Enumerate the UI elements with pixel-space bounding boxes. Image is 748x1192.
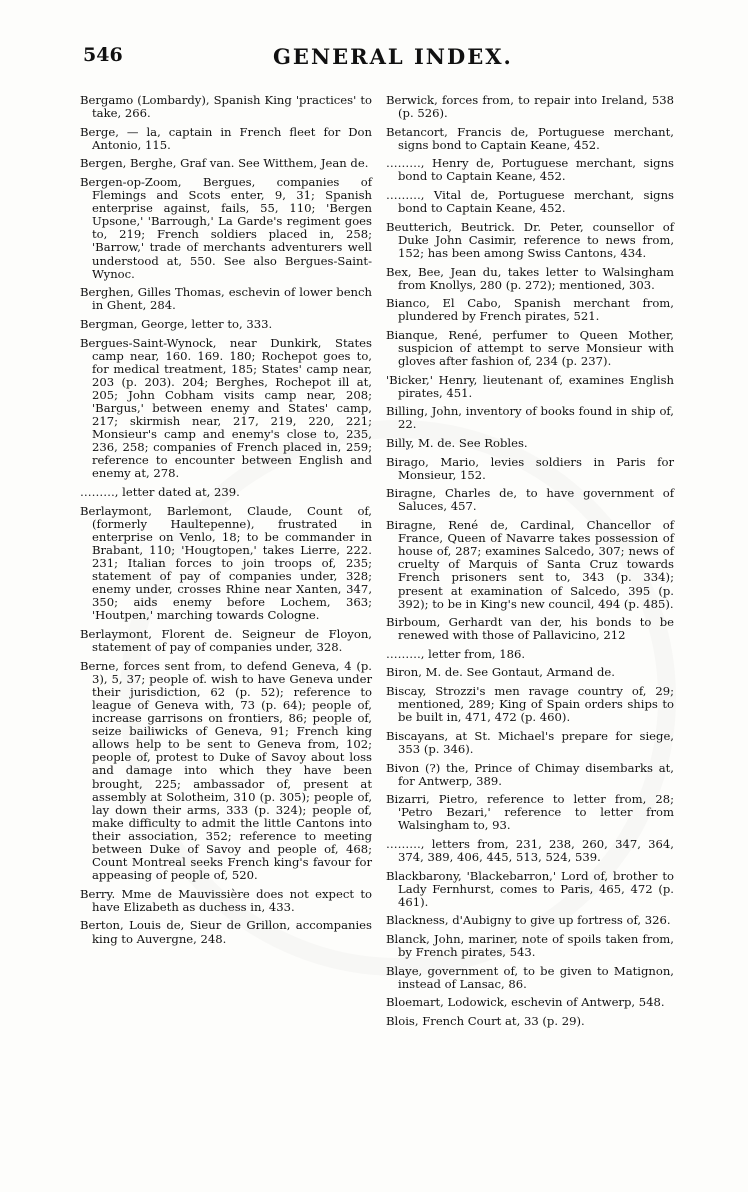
index-entry: Berton, Louis de, Sieur de Grillon, accompanies king to Auvergne, 248. [80, 918, 372, 946]
index-entry: Biragne, Charles de, to have government of Saluces, 457. [386, 486, 674, 514]
index-entry: Bianque, René, perfumer to Queen Mother, suspicion of attempt to serve Monsieur with gloves after fashion of, 234 (p. 237). [386, 327, 674, 369]
index-entry: Berry. Mme de Mauvissière does not expect to have Elizabeth as duchess in, 433. [80, 886, 372, 914]
index-entry: Berne, forces sent from, to defend Geneva, 4 (p. 3), 5, 37; people of. wish to have Geneva under their jurisdiction, 62 (p. 52); reference to league of Geneva with, 73 (p. 64); people of, increase garrisons on frontiers, 86; people of, seize bailiwicks of Geneva, 91; French king allows help to be sent to Geneva from, 102; people of, protest to Duke of Savoy about loss and damage into which they have been brought, 225; ambassador of, present at assembly at Solotheim, 310 (p. 305); people of, lay down their arms, 333 (p. 324); people of, make difficulty to admit the little Cantons into their association, 352; reference to meeting between Duke of Savoy and people of, 468; Count Montreal seeks French king's favour for appeasing of people of, 520. [80, 658, 372, 883]
index-entry: Bex, Bee, Jean du, takes letter to Walsingham from Knollys, 280 (p. 272); mentioned, 303. [386, 264, 674, 292]
index-entry: ………, letter from, 186. [386, 646, 526, 661]
index-entry: Biragne, René de, Cardinal, Chancellor of France, Queen of Navarre takes possession of house of, 287; examines Salcedo, 307; news of cruelty of Marquis of Santa Cruz towards French prisoners sent to, 343 (p. 334); present at examination of Salcedo, 395 (p. 392); to be in King's new council, 494 (p. 485). [386, 518, 674, 611]
index-entry: Billy, M. de. See Robles. [386, 436, 528, 451]
index-entry: Biron, M. de. See Gontaut, Armand de. [386, 665, 615, 680]
index-entry: ………, Henry de, Portuguese merchant, signs bond to Captain Keane, 452. [386, 156, 674, 184]
page-title: GENERAL INDEX. [273, 44, 513, 69]
index-entry: Berlaymont, Florent de. Seigneur de Floyon, statement of pay of companies under, 328. [80, 626, 372, 655]
index-entry: Bergman, George, letter to, 333. [80, 316, 273, 331]
right-column [386, 94, 674, 1034]
index-entry: Blackbarony, 'Blackebarron,' Lord of, brother to Lady Fernhurst, comes to Paris, 465, 472 (p. 461). [386, 868, 674, 909]
index-entry: ………, letters from, 231, 238, 260, 347, 364, 374, 389, 406, 445, 513, 524, 539. [386, 837, 674, 865]
index-entry: Beutterich, Beutrick. Dr. Peter, counsellor of Duke John Casimir, reference to news from, 152; has been among Swiss Cantons, 434. [386, 219, 674, 260]
index-entry: Berghen, Gilles Thomas, eschevin of lower bench in Ghent, 284. [80, 285, 372, 313]
index-entry: Blanck, John, mariner, note of spoils taken from, by French pirates, 543. [386, 932, 674, 960]
index-entry: Blaye, government of, to be given to Matignon, instead of Lansac, 86. [386, 963, 674, 991]
index-entry: Bivon (?) the, Prince of Chimay disembarks at, for Antwerp, 389. [386, 760, 674, 788]
index-entry: Bergues-Saint-Wynock, near Dunkirk, States camp near, 160. 169. 180; Rochepot goes to, for medical treatment, 185; States' camp near, 203 (p. 203). 204; Berghes, Rochepot ill at, 205; John Cobham visits camp near, 208; 'Bargus,' between enemy and States' camp, 217; skirmish near, 217, 219, 220, 221; Monsieur's camp and enemy's close to, 235, 236, 258; companies of French placed in, 259; reference to encounter between English and enemy at, 278. [80, 335, 372, 481]
index-entry: Blois, French Court at, 33 (p. 29). [386, 1014, 585, 1029]
index-entry: ………, Vital de, Portuguese merchant, signs bond to Captain Keane, 452. [386, 188, 674, 216]
index-entry: Bergamo (Lombardy), Spanish King 'practices' to take, 266. [80, 93, 372, 121]
page-number: 546 [83, 44, 123, 66]
index-entry: Bergen, Berghe, Graf van. See Witthem, Jean de. [80, 156, 369, 171]
index-entry: Blackness, d'Aubigny to give up fortress of, 326. [386, 913, 671, 928]
index-entry: Birboum, Gerhardt van der, his bonds to be renewed with those of Pallavicino, 212 [386, 615, 674, 643]
index-entry: Biscayans, at St. Michael's prepare for siege, 353 (p. 346). [386, 728, 674, 756]
index-entry: 'Bicker,' Henry, lieutenant of, examines English pirates, 451. [386, 372, 674, 400]
index-entry: Berwick, forces from, to repair into Ireland, 538 (p. 526). [386, 93, 674, 121]
index-entry: Billing, John, inventory of books found in ship of, 22. [386, 404, 674, 432]
index-entry: Birago, Mario, levies soldiers in Paris for Monsieur, 152. [386, 454, 674, 482]
index-entry: ………, letter dated at, 239. [80, 485, 240, 500]
index-entry: Bergen-op-Zoom, Bergues, companies of Flemings and Scots enter, 9, 31; Spanish enterprise against, fails, 55, 110; 'Bergen Upsone,' 'Barrough,' La Garde's regiment goes to, 219; French soldiers placed in, 258; 'Barrow,' trade of merchants adventurers well understood at, 550. See also Bergues-Saint-Wynoc. [80, 174, 372, 281]
index-entry: Berlaymont, Barlemont, Claude, Count of, (formerly Haultepenne), frustrated in enterprise on Venlo, 18; to be commander in Brabant, 110; 'Hougtopen,' takes Lierre, 222. 231; Italian forces to join troops of, 235; statement of pay of companies under, 328; enemy under, crosses Rhine near Xanten, 347, 350; aids enemy before Lochem, 363; 'Houtpen,' marching towards Cologne. [80, 503, 372, 623]
index-entry: Berge, — la, captain in French fleet for Don Antonio, 115. [80, 124, 372, 152]
index-entry: Bloemart, Lodowick, eschevin of Antwerp, 548. [386, 995, 665, 1010]
index-entry: Bianco, El Cabo, Spanish merchant from, plundered by French pirates, 521. [386, 296, 674, 324]
page-header [83, 44, 683, 74]
index-entry: Betancort, Francis de, Portuguese merchant, signs bond to Captain Keane, 452. [386, 124, 674, 152]
index-entry: Biscay, Strozzi's men ravage country of, 29; mentioned, 289; King of Spain orders ships to be built in, 471, 472 (p. 460). [386, 684, 674, 725]
left-column [80, 94, 372, 951]
index-entry: Bizarri, Pietro, reference to letter from, 28; 'Petro Bezari,' reference to letter from Walsingham to, 93. [386, 792, 674, 833]
